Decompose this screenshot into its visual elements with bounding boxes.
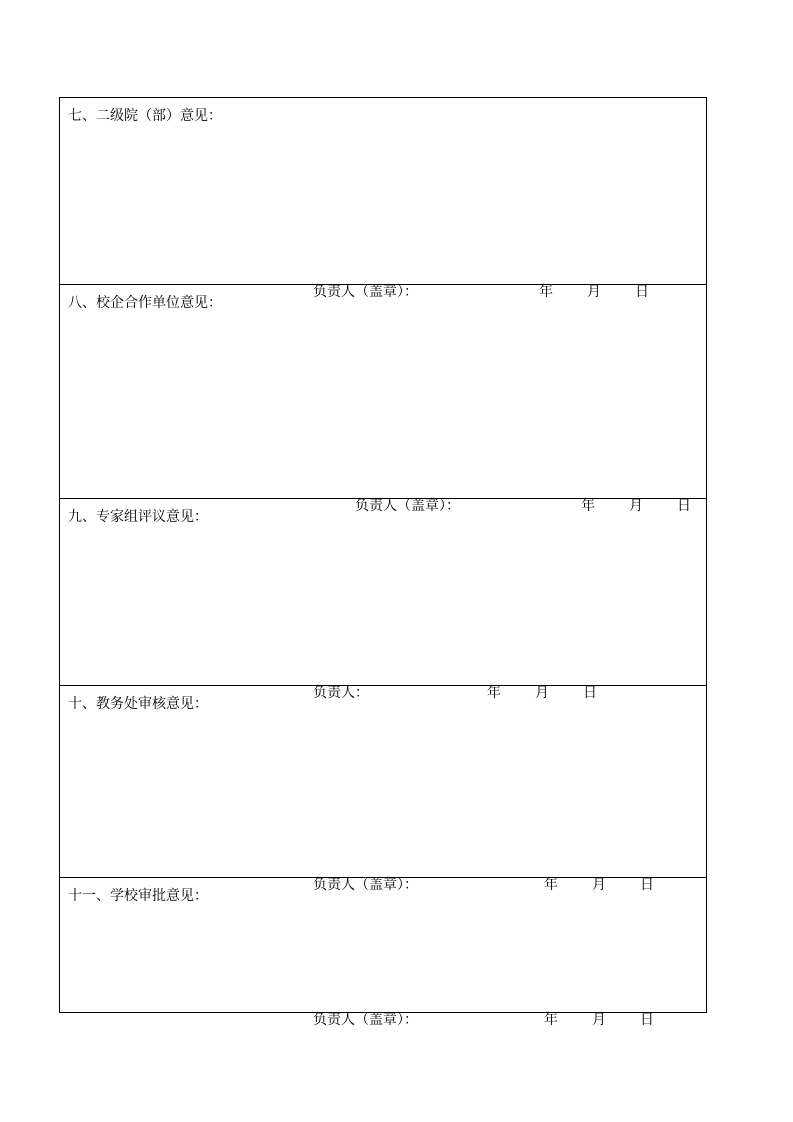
section-title: 八、校企合作单位意见： <box>68 295 222 311</box>
section-partner-opinion[interactable] <box>60 285 706 514</box>
approval-form-table <box>59 97 707 1028</box>
year-label: 年 <box>544 877 558 893</box>
section-academic-affairs-opinion[interactable] <box>60 686 706 893</box>
month-label: 月 <box>587 284 601 300</box>
day-label: 日 <box>640 1012 654 1028</box>
signer-label: 负责人（盖章）： <box>313 877 418 893</box>
signer-label: 负责人（盖章）： <box>355 498 460 514</box>
day-label: 日 <box>640 877 654 893</box>
month-label: 月 <box>535 685 549 701</box>
section-title: 十一、学校审批意见： <box>68 888 208 904</box>
year-label: 年 <box>544 1012 558 1028</box>
signer-label: 负责人（盖章）： <box>313 1012 418 1028</box>
month-label: 月 <box>629 498 643 514</box>
section-school-approval[interactable] <box>60 878 706 1028</box>
section-expert-opinion[interactable] <box>60 499 706 701</box>
section-title: 九、专家组评议意见： <box>68 509 208 525</box>
signer-label: 负责人： <box>313 685 369 701</box>
section-college-opinion[interactable] <box>60 98 706 300</box>
month-label: 月 <box>592 1012 606 1028</box>
year-label: 年 <box>539 284 553 300</box>
year-label: 年 <box>487 685 501 701</box>
section-title: 七、二级院（部）意见： <box>68 108 222 124</box>
section-title: 十、教务处审核意见： <box>68 696 208 712</box>
month-label: 月 <box>592 877 606 893</box>
day-label: 日 <box>635 284 649 300</box>
day-label: 日 <box>583 685 597 701</box>
signer-label: 负责人（盖章）： <box>313 284 418 300</box>
day-label: 日 <box>677 498 691 514</box>
year-label: 年 <box>581 498 595 514</box>
